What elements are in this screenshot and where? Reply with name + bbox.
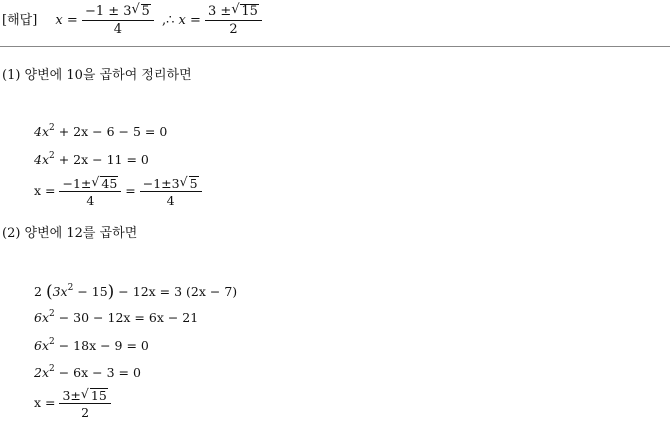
p2e5-den: 2 — [81, 405, 90, 421]
p2e1-term: 3x — [52, 284, 68, 299]
p1e2-rest: + 2x − 11 = 0 — [58, 152, 149, 167]
header-separator: ,∴ — [161, 13, 175, 28]
sol1-num: −1 ± 3 — [84, 4, 132, 20]
part1-eq1 — [34, 124, 167, 139]
sol2-fraction — [205, 4, 262, 36]
p1e3-f2-den: 4 — [166, 193, 175, 209]
part1-eq2 — [34, 152, 149, 167]
p2e3-term: 6x — [34, 338, 50, 353]
p1e2-exp: 2 — [49, 151, 55, 161]
p1e1-rest: + 2x − 6 − 5 = 0 — [58, 124, 168, 139]
part1-eq3 — [34, 176, 202, 207]
p2e5-frac — [59, 388, 110, 419]
sol1-radicand: 5 — [141, 4, 150, 20]
p2e2-exp: 2 — [49, 309, 55, 319]
p2e2-rest: − 30 − 12x = 6x − 21 — [58, 310, 199, 325]
part2-eq1 — [34, 282, 237, 302]
divider — [0, 46, 670, 47]
p1e1-exp: 2 — [49, 123, 55, 133]
sol1-lhs: x — [55, 13, 63, 28]
p1e3-f2-num: −1±3 — [142, 176, 180, 191]
p2e1-pre: 2 — [34, 284, 42, 299]
sol2-eq: = — [189, 13, 201, 28]
p2e1-lparen: ( — [45, 282, 53, 302]
p1e3-f1-den: 4 — [86, 193, 95, 209]
p2e4-rest: − 6x − 3 = 0 — [58, 365, 141, 380]
p2e5-num: 3± — [62, 388, 81, 403]
p2e3-exp: 2 — [49, 337, 55, 347]
p1e3-frac2 — [140, 176, 202, 207]
part2-eq2 — [34, 310, 198, 325]
p1e3-f2-radicand: 5 — [189, 176, 198, 191]
p1e3-lhs: x = — [34, 183, 56, 199]
p2e1-rparen: ) — [107, 282, 115, 302]
sol2-radicand: 15 — [241, 4, 258, 20]
part2-eq4 — [34, 365, 141, 380]
p2e3-rest: − 18x − 9 = 0 — [58, 338, 149, 353]
p2e1-b: − 15 — [77, 284, 108, 299]
answer-header — [2, 2, 262, 40]
p1e3-frac1 — [59, 176, 121, 207]
p1e2-term: 4x — [34, 152, 50, 167]
p2e1-exp: 2 — [67, 283, 74, 293]
p2e5-lhs: x = — [34, 395, 56, 411]
sol1-den: 4 — [113, 22, 123, 37]
p2e2-term: 6x — [34, 310, 50, 325]
sol1-fraction — [82, 4, 154, 36]
sol1-eq: = — [66, 13, 78, 28]
p2e4-exp: 2 — [49, 364, 55, 374]
p2e1-rest: − 12x = 3 (2x − 7) — [118, 284, 238, 299]
solution-2 — [178, 4, 262, 37]
part2-title: (2) 양변에 12를 곱하면 — [2, 226, 138, 241]
p2e4-term: 2x — [34, 365, 50, 380]
p2e5-radicand: 15 — [90, 388, 107, 403]
p1e1-term: 4x — [34, 124, 50, 139]
part2-eq3 — [34, 338, 149, 353]
answer-tag: [해답] — [2, 13, 38, 28]
p1e3-f1-num: −1± — [62, 176, 92, 191]
sol2-num: 3 ± — [208, 4, 232, 20]
p1e3-eq: = — [125, 183, 136, 199]
part1-title: (1) 양변에 10을 곱하여 정리하면 — [2, 68, 192, 83]
p1e3-f1-radicand: 45 — [101, 176, 118, 191]
part2-eq5 — [34, 388, 111, 419]
sol2-lhs: x — [178, 13, 186, 28]
sol2-den: 2 — [229, 22, 238, 37]
